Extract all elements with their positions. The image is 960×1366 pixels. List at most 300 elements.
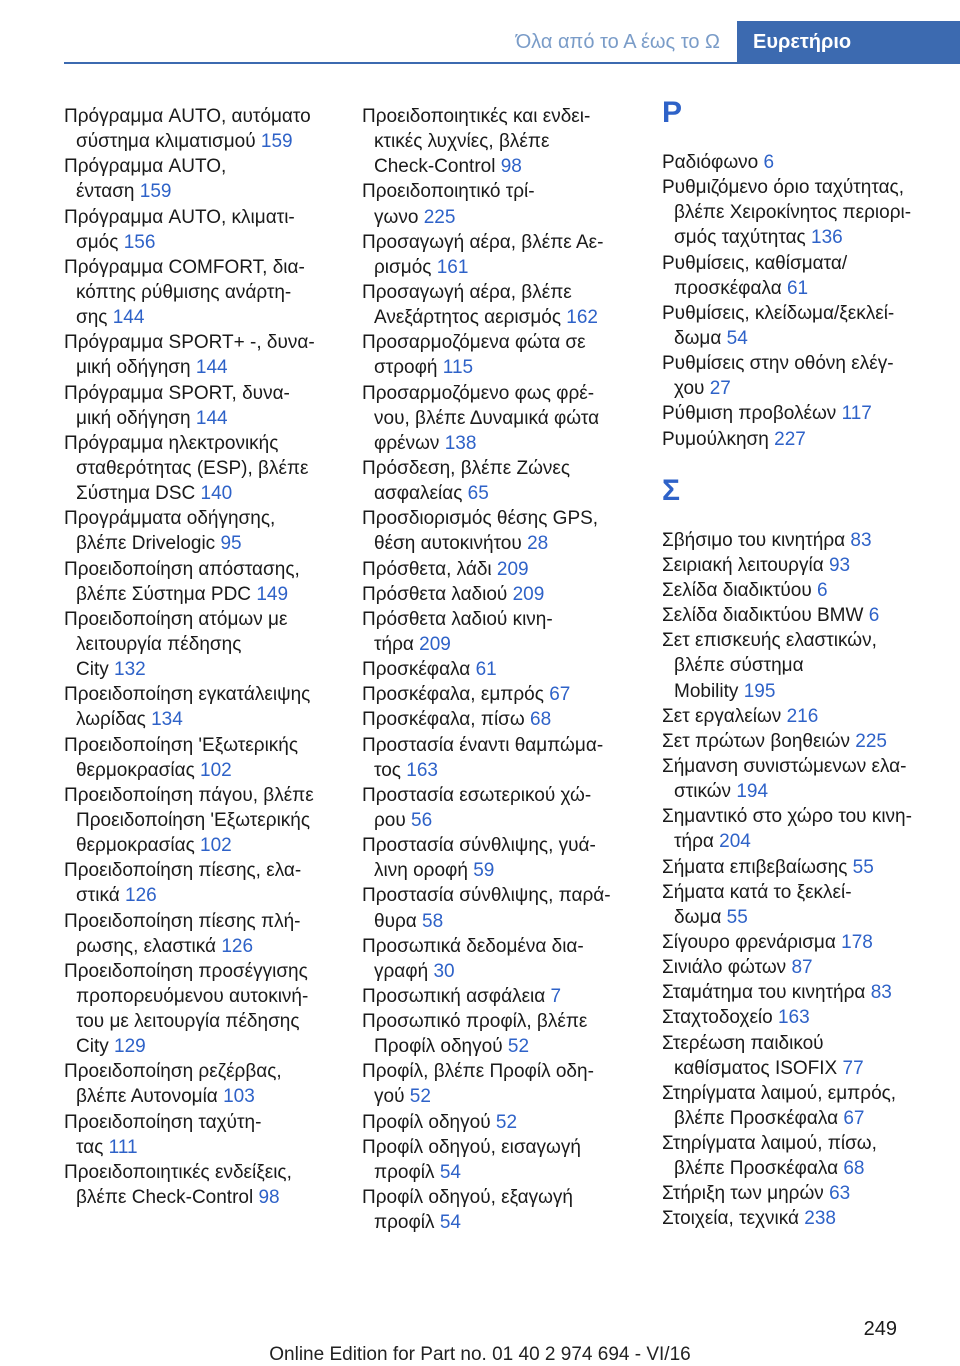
index-entry-text: Σημαντικό στο χώρο του κινη‐ — [662, 806, 912, 828]
index-entry-text: Προσαγωγή αέρα, βλέπε — [362, 281, 572, 303]
index-entry-line — [662, 804, 940, 829]
page-link[interactable]: 102 — [200, 759, 232, 781]
index-entry-text: Στηρίγματα λαιμού, πίσω, — [662, 1133, 877, 1155]
index-entry-text: τος — [374, 759, 401, 781]
page-link[interactable]: 56 — [411, 809, 433, 831]
page-link[interactable]: 111 — [108, 1136, 138, 1158]
index-entry-text: Σήματα επιβεβαίωσης — [662, 856, 848, 878]
index-entry-line — [362, 607, 640, 632]
index-column-1 — [64, 104, 342, 1210]
section-title[interactable]: Όλα από το Α έως το Ω — [515, 31, 720, 53]
index-entry-line — [64, 833, 342, 858]
index-entry-text: καθίσματος ISOFIX — [674, 1057, 838, 1079]
index-entry-line — [362, 909, 640, 934]
index-entry-text: Πρόσθετα λαδιού — [362, 583, 508, 605]
index-entry-text: ένταση — [76, 181, 135, 203]
index-entry-text: Πρόσδεση, βλέπε Ζώνες — [362, 457, 571, 479]
index-entry-text: Σταχτοδοχείο — [662, 1007, 773, 1029]
index-entry-line — [362, 758, 640, 783]
page-link[interactable]: 55 — [852, 856, 874, 878]
page-link[interactable]: 6 — [868, 605, 880, 627]
index-entry-text: Προσαγωγή αέρα, βλέπε Αε‐ — [362, 231, 604, 253]
index-entry-line — [64, 1110, 342, 1135]
index-entry — [662, 528, 940, 553]
index-entry-text: λωρίδας — [76, 709, 146, 731]
index-entry — [362, 330, 640, 380]
index-tab[interactable]: Ευρετήριο — [737, 21, 960, 63]
index-entry-text: στροφή — [374, 357, 438, 379]
page-link[interactable]: 6 — [763, 152, 775, 173]
index-entry-text: θερμοκρασίας — [76, 835, 195, 857]
index-entry-text: βλέπε Προσκέφαλα — [674, 1107, 839, 1129]
index-entry — [362, 707, 640, 732]
page-link[interactable]: 30 — [433, 960, 455, 982]
index-entry-line — [362, 1059, 640, 1084]
index-entry-text: Σειριακή λειτουργία — [662, 554, 824, 576]
index-entry-line — [362, 733, 640, 758]
page-link[interactable]: 209 — [419, 633, 451, 655]
index-entry — [362, 1009, 640, 1059]
index-entry-line — [362, 858, 640, 883]
page-link[interactable]: 149 — [256, 583, 289, 605]
index-entry-text: Ρυμούλκηση — [662, 428, 769, 450]
index-entry-text: Ρυθμίσεις, κλείδωμα/ξεκλεί‐ — [662, 302, 895, 324]
index-entry-text: γού — [374, 1086, 405, 1108]
index-entry-line — [662, 1131, 940, 1156]
index-entry-line — [362, 1110, 640, 1135]
index-entry-text: σμός ταχύτητας — [674, 227, 806, 249]
index-entry-text: τήρα — [374, 633, 414, 655]
index-entry-text: Πρόγραμμα AUTO, αυτόματο — [64, 106, 311, 127]
index-entry-text: Ρυθμίσεις, καθίσματα/ — [662, 252, 848, 274]
index-entry-line — [64, 154, 342, 179]
page-link[interactable]: 178 — [841, 931, 873, 953]
index-entry — [362, 104, 640, 179]
index-entry-text: τήρα — [674, 831, 714, 853]
index-entry-line — [362, 129, 640, 154]
index-entry-line — [662, 829, 940, 854]
index-entry — [362, 934, 640, 984]
index-entry-text: βλέπε σύστημα — [674, 655, 804, 677]
index-entry-line — [64, 1059, 342, 1084]
index-entry — [662, 251, 940, 301]
page-link[interactable]: 144 — [195, 407, 228, 429]
index-entry-text: δωμα — [674, 906, 722, 928]
index-entry-text: κτικές λυχνίες, βλέπε — [374, 131, 550, 153]
index-entry-line — [64, 481, 342, 506]
index-entry — [662, 351, 940, 401]
index-entry — [362, 280, 640, 330]
index-entry-text: προσκέφαλα — [674, 277, 782, 299]
index-entry-line — [662, 955, 940, 980]
page-link[interactable]: 58 — [422, 910, 444, 932]
index-entry — [662, 553, 940, 578]
index-entry-line — [362, 959, 640, 984]
page-link[interactable]: 216 — [786, 705, 819, 727]
page-link[interactable]: 7 — [550, 985, 562, 1007]
page-link[interactable]: 138 — [444, 432, 477, 454]
index-entry — [662, 754, 940, 804]
index-column-2 — [362, 104, 640, 1235]
index-entry-text: City — [76, 1036, 109, 1058]
page-link[interactable]: 117 — [841, 403, 872, 425]
page-link[interactable]: 52 — [495, 1111, 518, 1133]
index-entry — [662, 1131, 940, 1181]
index-entry-line — [64, 883, 342, 908]
index-entry-line — [662, 251, 940, 276]
index-entry-line — [362, 456, 640, 481]
index-letter-heading: Σ — [662, 473, 681, 507]
index-entry — [64, 255, 342, 330]
index-entry-text: Στοιχεία, τεχνικά — [662, 1208, 799, 1230]
page-link[interactable]: 159 — [139, 181, 172, 203]
page-link[interactable]: 98 — [500, 156, 522, 178]
index-entry-line — [64, 607, 342, 632]
index-entry — [362, 381, 640, 456]
index-entry-text: Ανεξάρτητος αερισμός — [374, 307, 562, 329]
page-link[interactable]: 159 — [260, 131, 293, 153]
index-entry-line — [64, 104, 342, 129]
page-link[interactable]: 54 — [726, 327, 748, 349]
page-link[interactable]: 194 — [736, 781, 769, 803]
page-link[interactable]: 61 — [786, 277, 809, 299]
index-entry-text: Ρυθμιζόμενο όριο ταχύτητας, — [662, 177, 904, 199]
index-entry-line — [64, 506, 342, 531]
page-link[interactable]: 102 — [200, 835, 232, 857]
index-entry-text: λειτουργία πέδησης — [76, 633, 242, 655]
page-link[interactable]: 227 — [774, 428, 806, 450]
page-link[interactable]: 144 — [195, 357, 228, 379]
index-entry — [362, 657, 640, 682]
index-entry-line — [662, 276, 940, 301]
index-entry-text: χου — [674, 378, 705, 400]
index-entry — [662, 855, 940, 880]
index-entry — [662, 1206, 940, 1231]
index-entry-text: Στηρίγματα λαιμού, εμπρός, — [662, 1082, 897, 1104]
page-link[interactable]: 103 — [223, 1086, 255, 1108]
index-entry-line — [362, 557, 640, 582]
index-entry-line — [64, 733, 342, 758]
index-entry-line — [662, 578, 940, 603]
index-entry-text: προφίλ — [374, 1212, 435, 1234]
index-entry — [362, 456, 640, 506]
index-entry-line — [662, 653, 940, 678]
index-entry-text: Σβήσιμο του κινητήρα — [662, 529, 846, 551]
index-entry-line — [362, 1135, 640, 1160]
index-entry-line — [64, 984, 342, 1009]
page-link[interactable]: 63 — [829, 1183, 851, 1205]
index-entry-text: βλέπε Drivelogic — [76, 533, 216, 555]
index-entry-text: Σίγουρο φρενάρισμα — [662, 931, 836, 953]
index-entry-line — [662, 704, 940, 729]
index-entry-text: Προσκέφαλα, εμπρός — [362, 684, 544, 706]
page-header — [0, 0, 960, 62]
index-entry-line — [362, 707, 640, 732]
index-entry-text: Σήματα κατά το ξεκλεί‐ — [662, 881, 852, 903]
index-entry-text: Προσαρμοζόμενα φώτα σε — [362, 332, 586, 354]
index-entry-line — [362, 833, 640, 858]
page-link[interactable]: 238 — [804, 1208, 836, 1230]
index-entry — [64, 1059, 342, 1109]
index-entry-line — [362, 1210, 640, 1235]
index-entry — [64, 607, 342, 682]
index-entry — [662, 704, 940, 729]
page-link[interactable]: 134 — [151, 709, 183, 731]
index-entry — [362, 984, 640, 1009]
page-link[interactable]: 163 — [406, 759, 438, 781]
index-entry-text: Προσκέφαλα — [362, 659, 471, 681]
page-link[interactable]: 126 — [221, 935, 254, 957]
index-entry — [64, 381, 342, 431]
page-link[interactable]: 161 — [436, 256, 469, 278]
index-entry — [64, 909, 342, 959]
index-entry-text: Πρόσθετα λαδιού κινη‐ — [362, 608, 553, 630]
page-link[interactable]: 61 — [475, 659, 497, 681]
index-entry-line — [362, 506, 640, 531]
index-entry-line — [662, 427, 940, 452]
page-link[interactable]: 68 — [530, 709, 552, 731]
index-entry — [662, 930, 940, 955]
index-entry-line — [662, 150, 940, 175]
index-entry — [662, 401, 940, 426]
index-entry-line — [362, 205, 640, 230]
index-entry — [362, 557, 640, 582]
page-link[interactable]: 209 — [496, 558, 529, 580]
index-entry-line — [662, 1081, 940, 1106]
index-entry-line — [362, 280, 640, 305]
index-entry-line — [662, 553, 940, 578]
index-entry-text: νου, βλέπε Δυναμικά φώτα — [374, 407, 600, 429]
index-entry-text: Προειδοποιητικές ενδείξεις, — [64, 1161, 292, 1183]
index-entry — [64, 205, 342, 255]
index-entry-line — [362, 179, 640, 204]
index-entry-line — [64, 858, 342, 883]
index-entry-text: κόπτης ρύθμισης ανάρτη‐ — [76, 281, 292, 303]
index-entry — [662, 628, 940, 703]
index-entry-text: Σετ πρώτων βοηθειών — [662, 730, 850, 752]
index-entry — [64, 682, 342, 732]
index-entry — [662, 729, 940, 754]
index-entry-line — [64, 934, 342, 959]
index-entry-text: βλέπε Προσκέφαλα — [674, 1158, 839, 1180]
page-link[interactable]: 163 — [777, 1007, 810, 1029]
page-link[interactable]: 28 — [527, 533, 549, 555]
index-entry-line — [64, 783, 342, 808]
index-entry-text: Σετ επισκευής ελαστικών, — [662, 630, 877, 652]
index-entry — [362, 783, 640, 833]
index-entry-text: βλέπε Χειροκίνητος περιορι‐ — [674, 202, 912, 224]
index-entry-text: Mobility — [674, 680, 739, 702]
index-entry — [362, 179, 640, 229]
page-link[interactable]: 67 — [549, 684, 571, 706]
page-link[interactable]: 144 — [112, 307, 145, 329]
index-entry-line — [362, 808, 640, 833]
index-entry-text: Ρύθμιση προβολέων — [662, 403, 837, 425]
index-entry-text: σμός — [76, 231, 119, 253]
index-entry-line — [362, 1185, 640, 1210]
page-link[interactable]: 6 — [817, 579, 828, 601]
page-link[interactable]: 95 — [220, 533, 242, 555]
index-entry — [662, 980, 940, 1005]
index-entry-text: Προστασία έναντι θαμπώμα‐ — [362, 734, 604, 756]
index-entry-text: Προστασία σύνθλιψης, παρά‐ — [362, 885, 611, 907]
index-entry — [362, 833, 640, 883]
index-entry-line — [64, 1034, 342, 1059]
page-link[interactable]: 132 — [114, 659, 146, 681]
index-entry — [64, 154, 342, 204]
index-entry-line — [662, 200, 940, 225]
index-entry-text: Σύστημα DSC — [76, 483, 196, 505]
footer-edition: Online Edition for Part no. 01 40 2 974 694 - VI/16 — [269, 1344, 691, 1365]
index-entry-line — [362, 582, 640, 607]
index-entry-text: Προγράμματα οδήγησης, — [64, 508, 276, 530]
index-entry-text: γραφή — [374, 960, 429, 982]
page-link[interactable]: 83 — [850, 529, 872, 551]
index-entry-text: βλέπε Αυτονομία — [76, 1086, 218, 1108]
page-link[interactable]: 136 — [811, 227, 843, 249]
index-entry-text: θυρα — [374, 910, 417, 932]
page-link[interactable]: 156 — [123, 231, 156, 253]
index-entry — [362, 883, 640, 933]
index-entry-text: Προειδοποιητικές και ενδει‐ — [362, 106, 591, 127]
index-entry-line — [662, 175, 940, 200]
index-entry-text: Προσωπική ασφάλεια — [362, 985, 546, 1007]
index-entry-text: ρωσης, ελαστικά — [76, 935, 217, 957]
index-entry-line — [64, 682, 342, 707]
index-entry — [662, 1005, 940, 1030]
index-entry-text: λινη οροφή — [374, 860, 468, 882]
page-link[interactable]: 67 — [843, 1107, 865, 1129]
page-link[interactable]: 54 — [439, 1161, 461, 1183]
page-link[interactable]: 52 — [409, 1086, 431, 1108]
index-entry-text: Προειδοποίηση πίεσης πλή‐ — [64, 910, 301, 932]
index-entry-line — [64, 1160, 342, 1185]
index-entry-text: θερμοκρασίας — [76, 759, 195, 781]
index-entry — [362, 582, 640, 607]
index-entry-text: Προφίλ, βλέπε Προφίλ οδη‐ — [362, 1061, 594, 1083]
page-link[interactable]: 129 — [114, 1036, 146, 1058]
index-entry — [64, 104, 342, 154]
index-entry — [64, 783, 342, 858]
index-entry — [362, 682, 640, 707]
index-entry-text: Προειδοποιητικό τρί‐ — [362, 181, 535, 203]
page-link[interactable]: 126 — [125, 885, 157, 907]
index-entry-text: Προφίλ οδηγού — [374, 1036, 503, 1058]
index-entry-text: σταθερότητας (ESP), βλέπε — [76, 457, 309, 479]
index-entry-text: Ρυθμίσεις στην οθόνη ελέγ‐ — [662, 353, 894, 375]
index-entry-line — [662, 855, 940, 880]
index-entry-line — [64, 205, 342, 230]
index-entry-line — [64, 305, 342, 330]
index-entry-line — [662, 1056, 940, 1081]
index-entry — [362, 230, 640, 280]
index-entry — [662, 1081, 940, 1131]
index-entry-line — [362, 783, 640, 808]
index-entry-text: Σταμάτημα του κινητήρα — [662, 982, 866, 1004]
page-link[interactable]: 65 — [467, 483, 489, 505]
index-entry-text: Σετ εργαλείων — [662, 705, 782, 727]
index-entry — [362, 1110, 640, 1135]
index-entry-text: του με λειτουργία πέδησης — [76, 1011, 300, 1033]
index-entry-text: ασφαλείας — [374, 483, 463, 505]
page-link[interactable]: 77 — [842, 1057, 864, 1079]
index-entry-line — [362, 104, 640, 129]
page-link[interactable]: 93 — [828, 554, 851, 576]
index-entry-line — [64, 230, 342, 255]
index-entry-line — [64, 1009, 342, 1034]
page-link[interactable]: 115 — [442, 357, 474, 379]
index-entry-text: Προσδιορισμός θέσης GPS, — [362, 508, 599, 530]
page-link[interactable]: 55 — [726, 906, 748, 928]
index-entry-line — [662, 1005, 940, 1030]
index-entry-line — [362, 984, 640, 1009]
index-entry-line — [362, 381, 640, 406]
index-entry-line — [64, 1185, 342, 1210]
index-entry-text: Προφίλ οδηγού, εισαγωγή — [362, 1136, 581, 1158]
index-entry-text: Στήριξη των μηρών — [662, 1183, 824, 1205]
index-entry — [362, 1059, 640, 1109]
index-entry-line — [64, 758, 342, 783]
page-link[interactable]: 195 — [743, 680, 776, 702]
index-entry-line — [64, 129, 342, 154]
page-link[interactable]: 209 — [512, 583, 545, 605]
page-link[interactable]: 204 — [719, 831, 751, 853]
page-link[interactable]: 54 — [439, 1212, 461, 1234]
page-link[interactable]: 98 — [258, 1187, 280, 1209]
page-link[interactable]: 87 — [791, 957, 813, 979]
page-link[interactable]: 59 — [473, 860, 495, 882]
page-link[interactable]: 140 — [200, 483, 233, 505]
page-link[interactable]: 27 — [709, 378, 731, 400]
index-entry — [64, 858, 342, 908]
index-entry-text: Προειδοποίηση ταχύτη‐ — [64, 1111, 262, 1133]
index-entry-text: Σελίδα διαδικτύου — [662, 579, 812, 601]
index-entry-text: προφίλ — [374, 1161, 435, 1183]
index-entry-line — [662, 905, 940, 930]
index-entry-line — [64, 808, 342, 833]
index-entry — [662, 301, 940, 351]
page-link[interactable]: 83 — [870, 982, 892, 1004]
index-entry-text: ρισμός — [374, 256, 432, 278]
index-entry — [362, 1185, 640, 1235]
index-entry-text: Πρόγραμμα COMFORT, δια‐ — [64, 256, 305, 278]
index-entry-line — [64, 1084, 342, 1109]
index-entry-line — [362, 1009, 640, 1034]
index-entry — [662, 880, 940, 930]
page-link[interactable]: 225 — [855, 730, 887, 752]
index-entry-line — [64, 330, 342, 355]
page-link[interactable]: 68 — [843, 1158, 865, 1180]
index-entry — [64, 506, 342, 556]
index-entry-text: Προστασία σύνθλιψης, γυά‐ — [362, 835, 596, 857]
index-entry-text: Προειδοποίηση πάγου, βλέπε — [64, 784, 314, 806]
index-entry-text: Προσωπικά δεδομένα δια‐ — [362, 935, 584, 957]
index-entry-line — [64, 280, 342, 305]
index-entry-line — [662, 1181, 940, 1206]
index-column-3 — [662, 96, 940, 1232]
page-link[interactable]: 162 — [566, 307, 598, 329]
index-entry-text: Πρόσθετα, λάδι — [362, 558, 492, 580]
index-entry — [362, 1135, 640, 1185]
index-entry-line — [662, 1106, 940, 1131]
index-entry-line — [64, 255, 342, 280]
index-entry-text: στικά — [76, 885, 120, 907]
index-entry-line — [362, 1084, 640, 1109]
index-entry — [662, 1031, 940, 1081]
page-link[interactable]: 52 — [507, 1036, 530, 1058]
index-entry-line — [64, 557, 342, 582]
page-link[interactable]: 225 — [423, 206, 456, 228]
